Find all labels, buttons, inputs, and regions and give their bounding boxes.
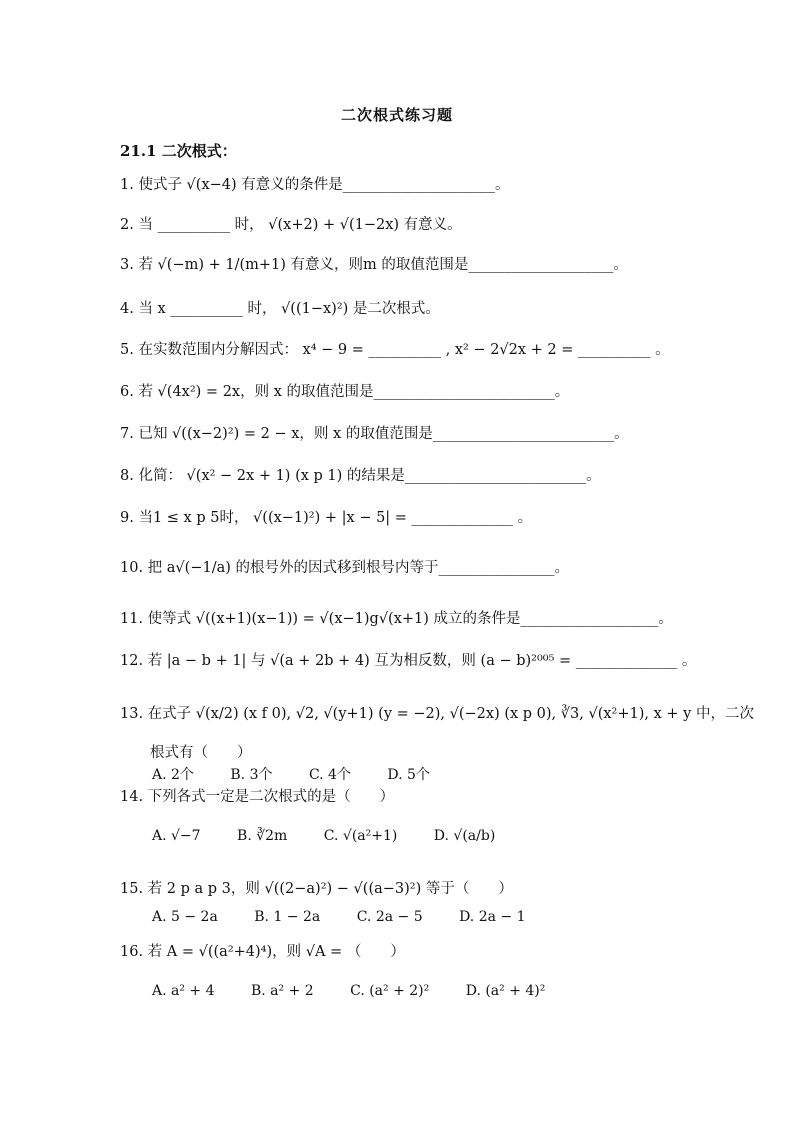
question-9: 9. 当1 ≤ x p 5时， √((x−1)²) + |x − 5| = ______________ 。 — [120, 510, 533, 526]
options-13 — [152, 764, 462, 784]
question-3: 3. 若 √(−m) + 1/(m+1) 有意义，则m 的取值范围是____________________。 — [120, 257, 628, 273]
option-16-b: B. a² + 2 — [250, 983, 314, 999]
option-13-c: C. 4个 — [308, 767, 351, 783]
question-13: 13. 在式子 √(x/2) (x f 0), √2, √(y+1) (y = −2), √(−2x) (x p 0), ∛3, √(x²+1), x + y 中，二次 — [120, 706, 754, 722]
option-15-c: C. 2a − 5 — [356, 909, 423, 925]
worksheet-title: 二次根式练习题 — [340, 106, 453, 124]
question-15: 15. 若 2 p a p 3，则 √((2−a)²) − √((a−3)²) 等于（ ） — [120, 881, 513, 897]
question-6: 6. 若 √(4x²) = 2x，则 x 的取值范围是_________________________。 — [120, 384, 570, 400]
options-15 — [152, 909, 557, 925]
question-14: 14. 下列各式一定是二次根式的是（ ） — [120, 789, 395, 805]
option-14-a: A. √−7 — [152, 828, 201, 844]
question-10: 10. 把 a√(−1/a) 的根号外的因式移到根号内等于________________。 — [120, 560, 569, 576]
option-15-a: A. 5 − 2a — [152, 909, 218, 925]
option-13-b: B. 3个 — [230, 767, 273, 783]
question-12: 12. 若 |a − b + 1| 与 √(a + 2b + 4) 互为相反数，则 (a − b)²⁰⁰⁵ = ______________ 。 — [120, 653, 697, 669]
option-16-a: A. a² + 4 — [152, 983, 215, 999]
question-8: 8. 化简： √(x² − 2x + 1) (x p 1) 的结果是_________________________。 — [120, 468, 601, 484]
options-14 — [152, 828, 527, 844]
option-14-d: D. √(a/b) — [433, 828, 496, 844]
options-16 — [152, 983, 577, 999]
question-4: 4. 当 x __________ 时， √((1−x)²) 是二次根式。 — [120, 301, 440, 317]
option-14-c: C. √(a²+1) — [323, 828, 398, 844]
option-13-a: A. 2个 — [152, 767, 194, 783]
question-7: 7. 已知 √((x−2)²) = 2 − x，则 x 的取值范围是_________________________。 — [120, 426, 629, 442]
option-16-c: C. (a² + 2)² — [350, 983, 430, 999]
question-11: 11. 使等式 √((x+1)(x−1)) = √(x−1)g√(x+1) 成立的条件是___________________。 — [120, 611, 673, 627]
option-14-b: B. ∛2m — [237, 828, 288, 844]
option-16-d: D. (a² + 4)² — [465, 983, 546, 999]
option-15-b: B. 1 − 2a — [254, 909, 321, 925]
section-heading: 21.1 二次根式： — [120, 142, 237, 160]
question-16: 16. 若 A = √((a²+4)⁴)，则 √A = （ ） — [120, 944, 405, 960]
question-5: 5. 在实数范围内分解因式： x⁴ − 9 = __________ , x² − 2√2x + 2 = __________ 。 — [120, 342, 670, 358]
question-2: 2. 当 __________ 时， √(x+2) + √(1−2x) 有意义。 — [120, 217, 462, 233]
option-15-d: D. 2a − 1 — [459, 909, 526, 925]
option-13-d: D. 5个 — [387, 767, 430, 783]
question-1: 1. 使式子 √(x−4) 有意义的条件是_____________________。 — [120, 177, 510, 193]
question-13-continued: 根式有（ ） — [150, 745, 252, 761]
